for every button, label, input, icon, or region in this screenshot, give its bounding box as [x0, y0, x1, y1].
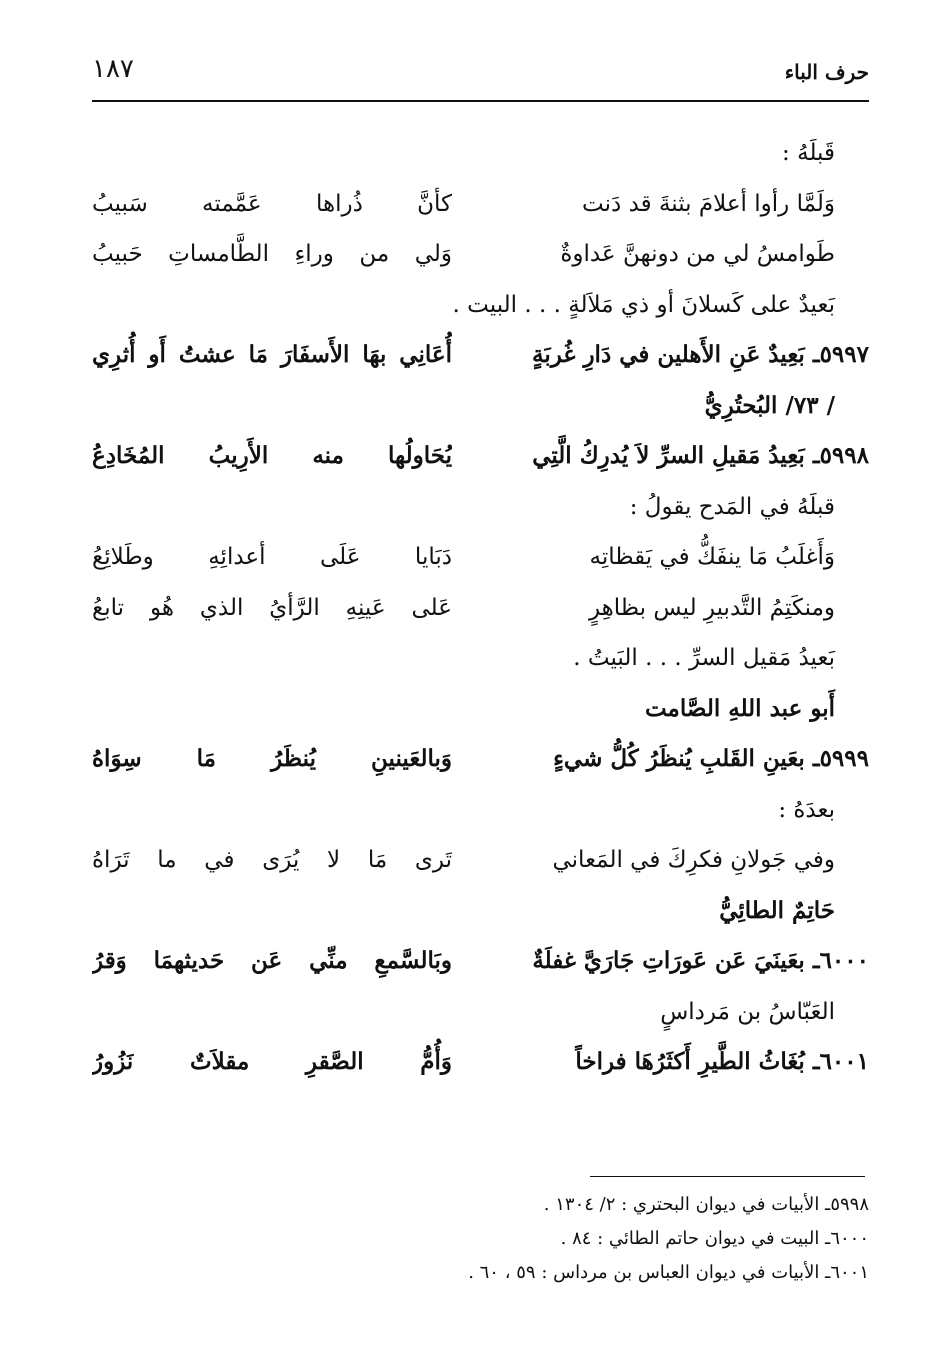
page-number: ١٨٧	[92, 54, 134, 84]
chapter-title: حرف الباء	[784, 60, 869, 84]
verse-second-hemistich: يُحَاولُها منه الأَرِيبُ المُخَادِعُ	[92, 442, 452, 469]
text-line: قَبلَهُ :	[782, 140, 835, 166]
text-line: بَعيدُ مَقيل السرِّ . . . البَيتُ .	[573, 645, 835, 671]
verse-first-hemistich: ٥٩٩٨ـ بَعِيدُ مَقيلِ السرِّ لاَ يُدرِكُ الَّتِي	[532, 442, 869, 469]
verse-first-hemistich: وفي جَولانِ فكرِكَ في المَعاني	[552, 847, 835, 873]
footnote: ٥٩٩٨ـ الأبيات في ديوان البحتري : ٢/ ١٣٠٤ .	[543, 1194, 869, 1215]
page-body	[92, 128, 869, 1088]
verse-first-hemistich: ٦٠٠١ـ بُغَاثُ الطَّيرِ أَكثَرُهَا فراخاً	[575, 1048, 869, 1075]
verse-line	[92, 936, 869, 987]
text-line: قبلَهُ في المَدح يقولُ :	[629, 493, 835, 520]
footnote: ٦٠٠١ـ الأبيات في ديوان العباس بن مرداس : ٥٩ ، ٦٠ .	[468, 1262, 869, 1283]
verse-second-hemistich: وبَالسَّمعِ منِّي عَن حَديثهمَا وَقرُ	[92, 947, 452, 974]
verse-line	[92, 734, 869, 785]
verse-first-hemistich: ومنكَتِمُ التَّدبيرِ ليس بظاهِرٍ	[588, 594, 835, 621]
verse-line	[92, 431, 869, 482]
text-line: أَبو عبد اللهِ الصَّامت	[644, 694, 835, 722]
verse-first-hemistich: وَأَغلَبُ مَا ينفَكُّ في يَقظاتِه	[589, 544, 835, 570]
page-header	[92, 52, 869, 96]
footnote-divider	[590, 1176, 865, 1177]
verse-second-hemistich: تَرى مَا لا يُرَى في ما تَرَاهُ	[92, 847, 452, 873]
verse-first-hemistich: وَلَمَّا رأوا أعلامَ بثنةَ قد دَنت	[582, 190, 835, 217]
text-line: العَبّاسُ بن مَرداسٍ	[660, 998, 835, 1025]
verse-line	[92, 835, 869, 886]
verse-first-hemistich: ٦٠٠٠ـ بعَينَيَ عَن عَورَاتِ جَارَيَّ غفلَةٌ	[532, 947, 869, 974]
verse-line	[92, 583, 869, 634]
verse-second-hemistich: وَلي من وراءِ الطَّامساتِ حَبيبُ	[92, 241, 452, 267]
text-line: / ٧٣/ البُحتُرِيُّ	[704, 391, 835, 419]
verse-first-hemistich: طَوامسُ لي من دونهنَّ عَداوةٌ	[560, 241, 835, 267]
text-line: حَاتِمٌ الطائِيُّ	[719, 896, 835, 924]
verse-line	[92, 532, 869, 583]
verse-second-hemistich: أُعَانِي بهَا الأَسفَارَ مَا عشتُ أَو أُثرِي	[92, 341, 452, 368]
verse-second-hemistich: وَبالعَينينِ يُنظَرُ مَا سِوَاهُ	[92, 745, 452, 772]
verse-first-hemistich: ٥٩٩٧ـ بَعِيدٌ عَنِ الأَهلين في دَارِ غُربَةٍ	[531, 341, 869, 368]
verse-line	[92, 330, 869, 381]
verse-first-hemistich: ٥٩٩٩ـ بعَينِ القَلبِ يُنظَرُ كُلُّ شيءٍ	[553, 745, 869, 772]
verse-second-hemistich: دَبَايا عَلَى أعدائِهِ وطَلائِعُ	[92, 544, 452, 570]
verse-line	[92, 179, 869, 230]
text-line: بعدَهُ :	[778, 796, 835, 823]
verse-line	[92, 229, 869, 280]
footnote: ٦٠٠٠ـ البيت في ديوان حاتم الطائي : ٨٤ .	[560, 1228, 869, 1249]
verse-second-hemistich: عَلى عَينِهِ الرَّأيُ الذي هُو تابعُ	[92, 594, 452, 621]
header-divider	[92, 100, 869, 102]
text-line: بَعيدٌ على كَسلانَ أو ذي مَلاَلةٍ . . . البيت .	[452, 291, 835, 318]
verse-second-hemistich: وَأُمُّ الصَّقرِ مقلاَتٌ نَزُورُ	[92, 1048, 452, 1075]
footnotes	[92, 1188, 869, 1290]
verse-line	[92, 1037, 869, 1088]
verse-second-hemistich: كأنَّ ذُراها عَمَّمته سَبيبُ	[92, 190, 452, 217]
